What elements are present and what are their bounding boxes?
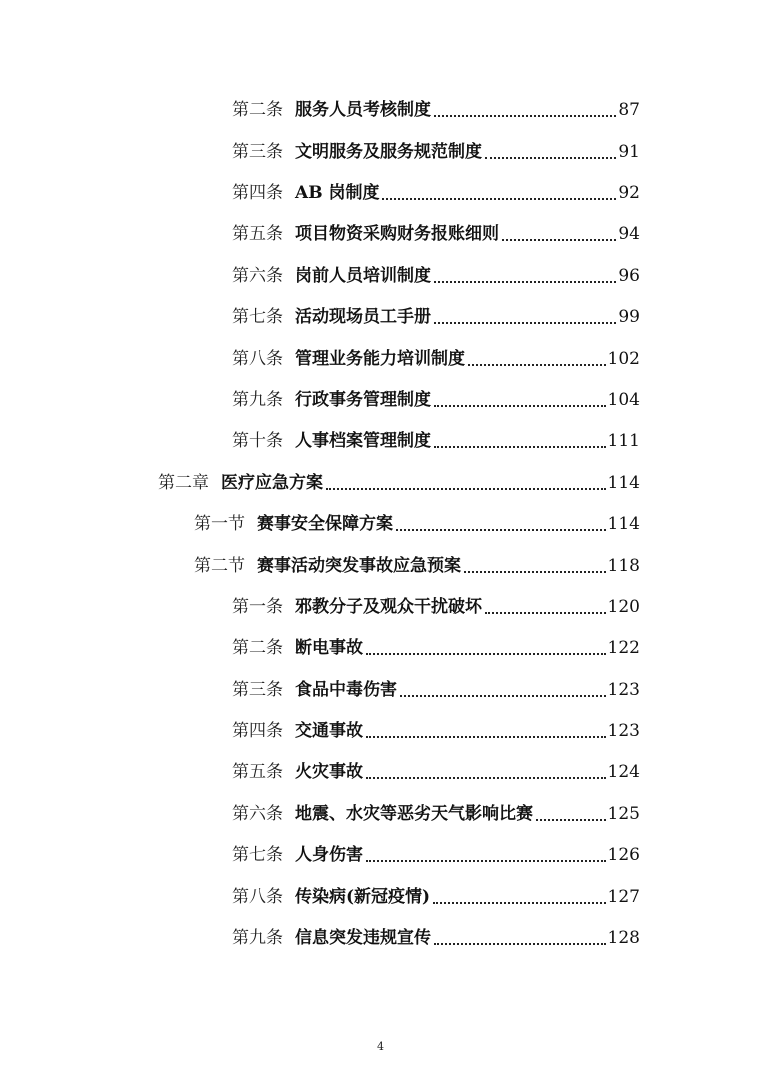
toc-entry-page: 114 xyxy=(607,514,640,534)
dot-leader xyxy=(434,281,616,283)
toc-entry-title: 项目物资采购财务报账细则 xyxy=(295,224,499,244)
toc-entry[interactable] xyxy=(232,636,640,660)
toc-entry[interactable] xyxy=(232,305,640,329)
toc-entry-page: 125 xyxy=(607,804,640,824)
toc-entry-page: 126 xyxy=(607,845,640,865)
toc-entry-prefix: 第三条 xyxy=(232,142,283,162)
toc-entry-title: 传染病(新冠疫情) xyxy=(295,887,431,907)
toc-entry-prefix: 第八条 xyxy=(232,887,283,907)
toc-entry[interactable] xyxy=(232,98,640,122)
toc-entry-page: 122 xyxy=(607,638,640,658)
toc-entry[interactable] xyxy=(232,140,640,164)
dot-leader xyxy=(400,695,606,697)
toc-entry-page: 96 xyxy=(618,266,640,286)
dot-leader xyxy=(396,529,606,531)
toc-entry-prefix: 第二条 xyxy=(232,100,283,120)
toc-entry-prefix: 第五条 xyxy=(232,224,283,244)
dot-leader xyxy=(366,653,606,655)
toc-entry-prefix: 第六条 xyxy=(232,804,283,824)
toc-section-entry[interactable] xyxy=(194,512,640,536)
dot-leader xyxy=(326,488,606,490)
dot-leader xyxy=(434,446,606,448)
toc-entry-title: 赛事安全保障方案 xyxy=(257,514,393,534)
toc-entry-prefix: 第二条 xyxy=(232,638,283,658)
toc-entry-page: 104 xyxy=(607,390,640,410)
toc-entry[interactable] xyxy=(232,429,640,453)
page-number: 4 xyxy=(377,1040,384,1053)
toc-entry-prefix: 第五条 xyxy=(232,762,283,782)
toc-entry[interactable] xyxy=(232,181,640,205)
toc-section-entry[interactable] xyxy=(194,554,640,578)
toc-entry-page: 127 xyxy=(607,887,640,907)
toc-entry[interactable] xyxy=(232,843,640,867)
toc-entry-title: 人事档案管理制度 xyxy=(295,431,431,451)
toc-entry[interactable] xyxy=(232,719,640,743)
toc-entry-title: 活动现场员工手册 xyxy=(295,307,431,327)
dot-leader xyxy=(366,736,606,738)
toc-entry-title: 赛事活动突发事故应急预案 xyxy=(257,556,461,576)
dot-leader xyxy=(434,405,606,407)
dot-leader xyxy=(485,157,616,159)
toc-entry-page: 94 xyxy=(618,224,640,244)
toc-entry-prefix: 第一条 xyxy=(232,597,283,617)
toc-entry-page: 92 xyxy=(618,183,640,203)
toc-entry[interactable] xyxy=(232,264,640,288)
toc-entry[interactable] xyxy=(232,885,640,909)
toc-entry-page: 128 xyxy=(607,928,640,948)
toc-entry-page: 114 xyxy=(607,473,640,493)
toc-entry-prefix: 第二章 xyxy=(158,473,209,493)
toc-entry[interactable] xyxy=(232,760,640,784)
toc-entry-title: 食品中毒伤害 xyxy=(295,680,397,700)
toc-entry-title: 地震、水灾等恶劣天气影响比赛 xyxy=(295,804,533,824)
dot-leader xyxy=(468,364,606,366)
dot-leader xyxy=(433,902,605,904)
toc-entry[interactable] xyxy=(232,802,640,826)
toc-entry-page: 123 xyxy=(607,680,640,700)
toc-chapter-entry[interactable] xyxy=(158,471,640,495)
dot-leader xyxy=(434,115,616,117)
toc-entry-page: 99 xyxy=(618,307,640,327)
toc-entry-title: 岗前人员培训制度 xyxy=(295,266,431,286)
dot-leader xyxy=(366,777,606,779)
toc-entry[interactable] xyxy=(232,222,640,246)
toc-entry[interactable] xyxy=(232,678,640,702)
toc-entry-page: 124 xyxy=(607,762,640,782)
toc-entry-title: 交通事故 xyxy=(295,721,363,741)
toc-entry-prefix: 第四条 xyxy=(232,183,283,203)
toc-entry-title: 信息突发违规宣传 xyxy=(295,928,431,948)
toc-entry-page: 91 xyxy=(618,142,640,162)
dot-leader xyxy=(434,322,616,324)
toc-entry-title: 文明服务及服务规范制度 xyxy=(295,142,482,162)
toc-entry-title: 管理业务能力培训制度 xyxy=(295,349,465,369)
toc-entry-page: 111 xyxy=(607,431,640,451)
toc-entry-title: 人身伤害 xyxy=(295,845,363,865)
toc-entry-prefix: 第七条 xyxy=(232,307,283,327)
toc-entry-title: 断电事故 xyxy=(295,638,363,658)
toc-entry-page: 102 xyxy=(607,349,640,369)
toc-entry[interactable] xyxy=(232,926,640,950)
toc-entry[interactable] xyxy=(232,595,640,619)
dot-leader xyxy=(434,943,606,945)
toc-entry-prefix: 第九条 xyxy=(232,928,283,948)
toc-entry-prefix: 第二节 xyxy=(194,556,245,576)
toc-entry-prefix: 第九条 xyxy=(232,390,283,410)
dot-leader xyxy=(382,198,616,200)
toc-entry-prefix: 第三条 xyxy=(232,680,283,700)
dot-leader xyxy=(536,819,606,821)
toc-entry[interactable] xyxy=(232,388,640,412)
toc-entry-prefix: 第一节 xyxy=(194,514,245,534)
toc-entry-prefix: 第八条 xyxy=(232,349,283,369)
toc-entry-prefix: 第十条 xyxy=(232,431,283,451)
toc-entry-prefix: 第七条 xyxy=(232,845,283,865)
toc-entry-title: 服务人员考核制度 xyxy=(295,100,431,120)
toc-entry-page: 120 xyxy=(607,597,640,617)
toc-entry-page: 118 xyxy=(607,556,640,576)
toc-entry-page: 123 xyxy=(607,721,640,741)
toc-entry-page: 87 xyxy=(618,100,640,120)
toc-entry-title: 邪教分子及观众干扰破坏 xyxy=(295,597,482,617)
toc-entry-title: 行政事务管理制度 xyxy=(295,390,431,410)
toc-entry-title: 医疗应急方案 xyxy=(221,473,323,493)
dot-leader xyxy=(485,612,606,614)
toc-entry-title: AB 岗制度 xyxy=(295,183,380,203)
dot-leader xyxy=(502,239,616,241)
dot-leader xyxy=(366,860,606,862)
toc-entry-prefix: 第六条 xyxy=(232,266,283,286)
toc-entry[interactable] xyxy=(232,347,640,371)
toc-entry-prefix: 第四条 xyxy=(232,721,283,741)
toc-entry-title: 火灾事故 xyxy=(295,762,363,782)
dot-leader xyxy=(464,571,606,573)
